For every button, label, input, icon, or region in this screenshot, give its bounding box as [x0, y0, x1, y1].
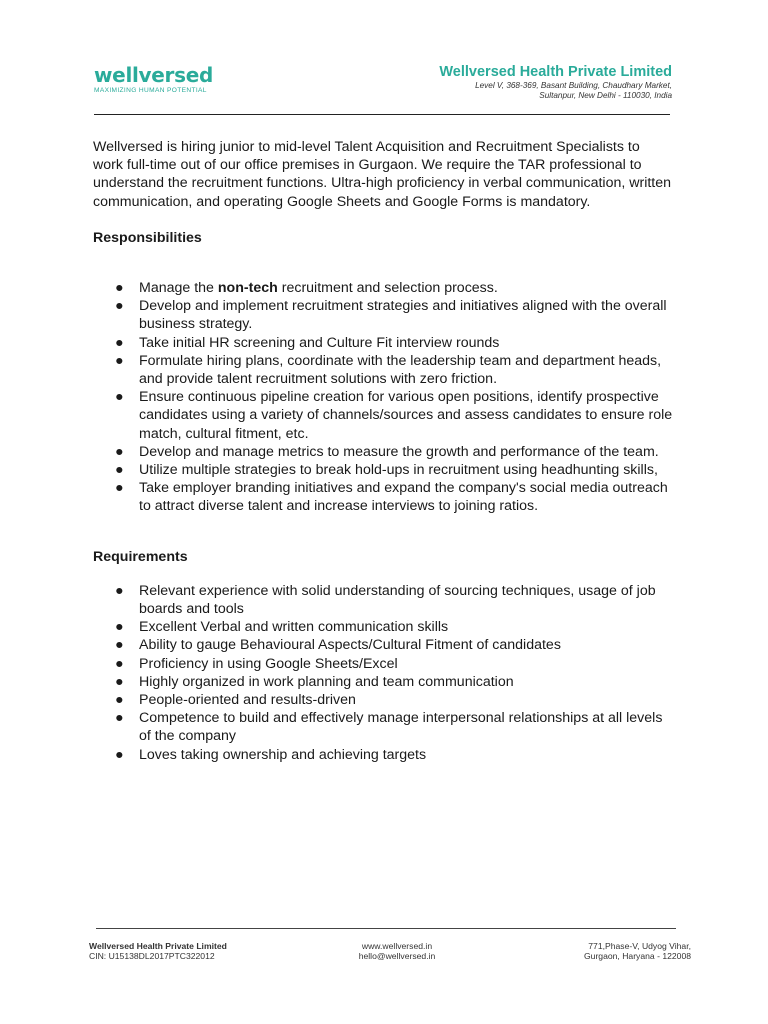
list-item [93, 479, 673, 515]
list-item-text: Take employer branding initiatives and expand the company's social media outreach to attract diverse talent and increase interviews to joining ratios. [139, 480, 668, 515]
footer-website: www.wellversed.in [361, 941, 433, 951]
footer-address-line-2: Gurgaon, Haryana - 122008 [583, 951, 691, 962]
bullet-icon: ● [115, 334, 124, 351]
list-item [93, 297, 673, 333]
footer-company-name: Wellversed Health Private Limited [89, 941, 227, 951]
list-item-text: Formulate hiring plans, coordinate with the leadership team and department heads, and provide talent recruitment solutions with zero friction. [139, 352, 662, 388]
list-item-text: Competence to build and effectively manage interpersonal relationships at all levels of the company [139, 710, 663, 745]
bullet-icon: ● [115, 655, 124, 672]
list-item [93, 582, 673, 618]
bullet-icon: ● [115, 619, 124, 636]
bullet-icon: ● [115, 352, 124, 369]
list-item [93, 461, 673, 479]
list-item-text: People-oriented and results-driven [139, 692, 356, 709]
list-item-text: Take initial HR screening and Culture Fit interview rounds [139, 334, 500, 351]
list-item-text-after: recruitment and selection process. [277, 280, 498, 297]
letterhead-company-name: Wellversed Health Private Limited [439, 64, 672, 80]
list-item [93, 334, 673, 352]
list-item-text: Ensure continuous pipeline creation for various open positions, identify prospective candidates using a variety of channels/sources and assess candidates to ensure role match, cultural fitment, etc. [139, 389, 673, 442]
list-item [93, 746, 673, 764]
list-item [93, 673, 673, 691]
list-item-text: Proficiency in using Google Sheets/Excel [139, 655, 398, 672]
company-logo [94, 64, 213, 94]
list-item [93, 691, 673, 709]
list-item-text: Loves taking ownership and achieving targets [139, 746, 427, 763]
list-item [93, 655, 673, 673]
list-item [93, 352, 673, 388]
bullet-icon: ● [115, 637, 124, 654]
bullet-icon: ● [115, 692, 124, 709]
bullet-icon: ● [115, 480, 124, 497]
responsibilities-heading: Responsibilities [93, 229, 202, 246]
list-item [93, 636, 673, 654]
letterhead-address-line-2: Sultanpur, New Delhi - 110030, India [539, 91, 672, 100]
intro-paragraph: Wellversed is hiring junior to mid-level Talent Acquisition and Recruitment Specialists to work full-time out of our office premises in Gurgaon. We require the TAR professional to understand the recruitment functions. Ultra-high proficiency in verbal communication, written communication, and operating Google Sheets and Google Forms is mandatory. [93, 139, 672, 210]
header-divider [94, 114, 670, 115]
footer-address-line-1: 771,Phase-V, Udyog Vihar, [588, 941, 691, 951]
logo-wordmark: wellversed [94, 63, 214, 87]
list-item-text: Excellent Verbal and written communication skills [139, 619, 449, 636]
bullet-icon: ● [115, 280, 124, 297]
bullet-icon: ● [115, 443, 124, 460]
document-body [93, 138, 673, 764]
bullet-icon: ● [115, 389, 124, 406]
list-item-text: Relevant experience with solid understanding of sourcing techniques, usage of job boards and tools [139, 582, 656, 618]
requirements-heading: Requirements [93, 548, 188, 565]
requirements-list [93, 582, 673, 764]
list-item-text-before: Manage the [139, 280, 218, 297]
bullet-icon: ● [115, 746, 124, 763]
responsibilities-list [93, 279, 673, 516]
letterhead-company-block [439, 64, 672, 101]
list-item-text: Utilize multiple strategies to break hold-ups in recruitment using headhunting skills, [139, 462, 658, 479]
list-item [93, 618, 673, 636]
footer-address-block [584, 941, 691, 962]
list-item [93, 443, 673, 461]
footer-email: hello@wellversed.in [358, 951, 436, 962]
bullet-icon: ● [115, 673, 124, 690]
footer-company-block [89, 941, 227, 962]
list-item [93, 279, 673, 297]
list-item-bold-text: non-tech [217, 280, 278, 297]
list-item [93, 388, 673, 443]
footer-contact-block [355, 941, 439, 962]
list-item-text: Highly organized in work planning and team communication [139, 673, 514, 690]
bullet-icon: ● [115, 462, 124, 479]
logo-tagline: MAXIMIZING HUMAN POTENTIAL [94, 87, 207, 94]
list-item-text: Ability to gauge Behavioural Aspects/Cultural Fitment of candidates [139, 637, 561, 654]
bullet-icon: ● [115, 710, 124, 727]
letterhead-address-line-1: Level V, 368-369, Basant Building, Chaudhary Market, [475, 81, 672, 90]
list-item-text: Develop and manage metrics to measure the growth and performance of the team. [139, 443, 659, 460]
footer-divider [96, 928, 676, 929]
footer-cin: CIN: U15138DL2017PTC322012 [89, 951, 215, 962]
list-item-text: Develop and implement recruitment strategies and initiatives aligned with the overall business strategy. [139, 298, 667, 333]
bullet-icon: ● [115, 298, 124, 315]
bullet-icon: ● [115, 582, 124, 599]
list-item [93, 709, 673, 745]
